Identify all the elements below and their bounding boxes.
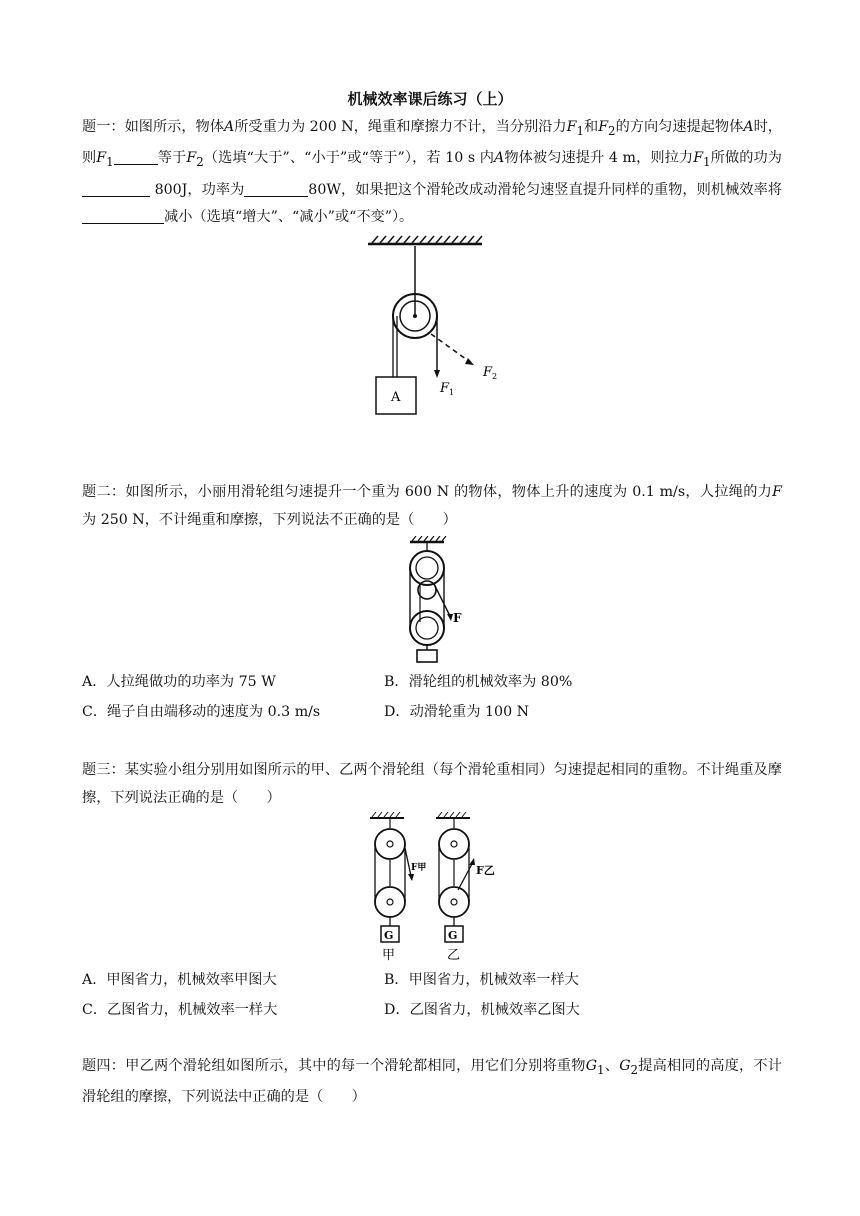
two-pulley-groups-diagram — [364, 812, 500, 964]
jia-label: 甲 — [382, 948, 396, 963]
page-title: 机械效率课后练习（上） — [347, 90, 513, 108]
f2-subscript: 2 — [492, 372, 498, 381]
q2-option-d[interactable]: D．动滑轮重为 100 N — [384, 704, 530, 720]
q3-option-b[interactable]: B．甲图省力，机械效率一样大 — [384, 972, 579, 988]
answer-blank-1[interactable] — [114, 148, 158, 165]
q3-option-c[interactable]: C．乙图省力，机械效率一样大 — [82, 1002, 278, 1018]
question-3-text: 题三：某实验小组分别用如图所示的甲、乙两个滑轮组（每个滑轮重相同）匀速提起相同的重物。不计绳重及摩擦，下列说法正确的是（ ） — [82, 762, 782, 806]
answer-blank-3[interactable] — [244, 180, 308, 197]
answer-1: 等于 — [157, 150, 187, 167]
q3-option-d[interactable]: D．乙图省力，机械效率乙图大 — [384, 1002, 580, 1018]
fixed-pulley-diagram — [360, 234, 510, 419]
q2-option-b[interactable]: B．滑轮组的机械效率为 80% — [384, 674, 573, 690]
f2-label: F — [483, 365, 493, 380]
question-2-text: 题二：如图所示，小丽用滑轮组匀速提升一个重为 600 N 的物体，物体上升的速度为 0.1 m/s，人拉绳的力F为 250 N，不计绳重和摩擦，下列说法不正确的是（ ） — [82, 484, 782, 528]
question-4-text: 题四：甲乙两个滑轮组如图所示，其中的每一个滑轮都相同，用它们分别将重物$G_1$、$G_2$提高相同的高度，不计滑轮组的摩擦，下列说法中正确的是（ ） — [82, 1058, 782, 1106]
q2-option-c[interactable]: C．绳子自由端移动的速度为 0.3 m/s — [82, 704, 321, 720]
box-a-label: A — [391, 390, 401, 405]
force-f-jia-label: F甲 — [411, 863, 427, 873]
answer-3: 80W — [308, 181, 341, 198]
two-pulley-groups-figure — [364, 812, 500, 964]
answer-4: 减小 — [164, 209, 193, 226]
yi-label: 乙 — [447, 948, 461, 963]
force-f-yi-label: F乙 — [476, 864, 495, 877]
pulley-group-figure — [398, 536, 468, 664]
q2-option-a[interactable]: A．人拉绳做功的功率为 75 W — [82, 674, 276, 690]
q1-label: 题一： — [82, 119, 125, 135]
answer-blank-2[interactable] — [82, 180, 150, 197]
question-1-text: 题一：如图所示，物体A所受重力为 200 N，绳重和摩擦力不计，当分别沿力$F_1$和$F_2$的方向匀速提起物体A时，则$F_1$ 等于$F_2$（选填“大于”、“小于”或“等于”），若 10 s 内A物体被匀速提升 4 m，则拉力$F_1$所做的功为 800J，功率为 80W，如果把这个滑轮改成动滑轮匀速竖直提升同样的重物，则机械效率将减小（选填“增大”、“减小”或“不变”）。 — [82, 119, 782, 226]
answer-blank-4[interactable] — [82, 207, 164, 224]
answer-2: 800J — [154, 181, 188, 198]
q3-option-a[interactable]: A．甲图省力，机械效率甲图大 — [82, 972, 277, 988]
pulley-group-diagram — [398, 536, 468, 664]
force-f-label: F — [453, 611, 462, 625]
f1-label: F — [440, 381, 450, 396]
weight-g-right-label: G — [448, 929, 458, 942]
f1-subscript: 1 — [449, 388, 455, 397]
weight-g-left-label: G — [384, 929, 394, 942]
fixed-pulley-figure — [360, 234, 510, 419]
